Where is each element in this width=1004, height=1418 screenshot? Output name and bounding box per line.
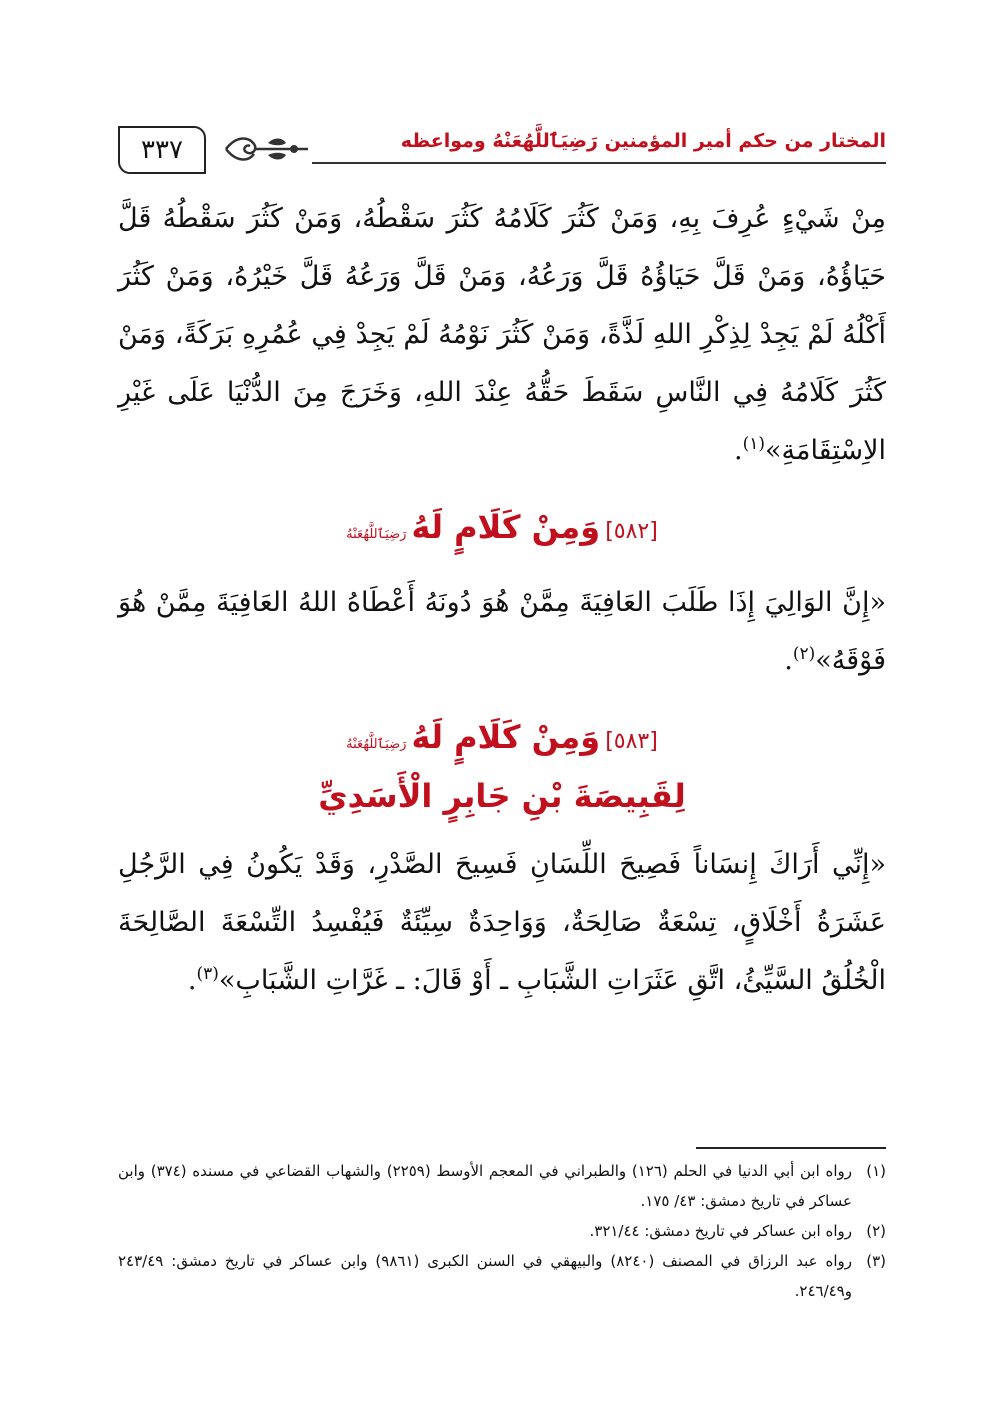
- quote-text: «إِنَّ الوَالِيَ إِذَا طَلَبَ العَافِيَةَ مِمَّنْ هُوَ دُونَهُ أَعْطَاهُ اللهُ العَافِيَةَ مِمَّنْ هُوَ فَوْقَهُ»: [118, 587, 886, 676]
- section-title: وَمِنْ كَلَامٍ لَهُ: [411, 508, 601, 546]
- footnote-text: رواه عبد الرزاق في المصنف (٨٢٤٠) والبيهقي في السنن الكبرى (٩٨٦١) وابن عساكر في تاريخ دمشق: ٢٤٣/٤٩ و٢٤٦/٤٩.: [118, 1252, 853, 1300]
- footnote-ref-3: (٣): [196, 964, 219, 984]
- section-heading-583: [118, 712, 886, 822]
- paragraph-text: مِنْ شَيْءٍ عُرِفَ بِهِ، وَمَنْ كَثُرَ كَلَامُهُ كَثُرَ سَقْطُهُ، وَمَنْ كَثُرَ سَقْطُهُ قَلَّ حَيَاؤُهُ، وَمَنْ قَلَّ حَيَاؤُهُ قَلَّ وَرَعُهُ، وَمَنْ قَلَّ وَرَعُهُ قَلَّ خَيْرُهُ، وَمَنْ كَثُرَ أَكْلُهُ لَمْ يَجِدْ لِذِكْرِ اللهِ لَذَّةً، وَمَنْ كَثُرَ نَوْمُهُ لَمْ يَجِدْ فِي عُمُرِهِ بَرَكَةً، وَمَنْ كَثُرَ كَلَامُهُ فِي النَّاسِ سَقَطَ حَقُّهُ عِنْدَ اللهِ، وَخَرَجَ مِنَ الدُّنْيَا عَلَى غَيْرِ الاِسْتِقَامَةِ»: [118, 203, 886, 466]
- footnote-text: رواه ابن عساكر في تاريخ دمشق: ٣٢١/٤٤.: [589, 1222, 852, 1240]
- footnote-item: [118, 1246, 886, 1306]
- footnote-rule: [696, 1147, 886, 1149]
- section-title: وَمِنْ كَلَامٍ لَهُ: [411, 718, 601, 756]
- footnote-number: (٢): [866, 1222, 886, 1240]
- section-number: [٥٨٢]: [605, 519, 658, 544]
- footnote-number: (١): [866, 1162, 886, 1180]
- section-number: [٥٨٣]: [605, 729, 658, 754]
- quote-end: .: [187, 965, 197, 996]
- page-header: [0, 116, 1004, 186]
- honorific: رَضِيَٱللَّهُعَنْهُ: [346, 527, 407, 542]
- paragraph-continuation: [118, 190, 886, 480]
- footnote-item: [118, 1216, 886, 1246]
- footnote-number: (٣): [866, 1252, 886, 1270]
- section-heading-582: [118, 502, 886, 560]
- footnote-text: رواه ابن أبي الدنيا في الحلم (١٢٦) والطبراني في المعجم الأوسط (٢٢٥٩) والشهاب القضاعي في مسنده (٣٧٤) وابن عساكر في تاريخ دمشق: ٤٣/ ١٧٥.: [118, 1162, 852, 1210]
- footnote-ref-2: (٢): [792, 644, 816, 664]
- running-title: المختار من حكم أمير المؤمنين رَضِيَٱللَّهُعَنْهُ ومواعظه: [400, 130, 886, 152]
- ornament-icon: [222, 132, 312, 166]
- paragraph-end: .: [733, 435, 743, 466]
- quote-text: «إِنِّي أَرَاكَ إِنسَاناً فَصِيحَ اللِّسَانِ فَسِيحَ الصَّدْرِ، وَقَدْ يَكُونُ فِي الرَّجُلِ عَشَرَةُ أَخْلَاقٍ، تِسْعَةٌ صَالِحَةٌ، وَوَاحِدَةٌ سِيِّئَةٌ فَيُفْسِدُ التِّسْعَةَ الصَّالِحَةَ الْخُلُقُ السَّيِّئُ، اتَّقِ عَثَرَاتِ الشَّبَابِ ـ أَوْ قَالَ: ـ غَرَّاتِ الشَّبَابِ»: [118, 849, 886, 996]
- header-rule: [312, 162, 886, 164]
- footnote-ref-1: (١): [742, 434, 765, 454]
- page-number: ٣٣٧: [118, 126, 206, 174]
- quote-583: [118, 836, 886, 1010]
- quote-end: .: [784, 645, 793, 676]
- footnotes: [118, 1156, 886, 1306]
- honorific: رَضِيَٱللَّهُعَنْهُ: [346, 737, 407, 752]
- footnote-item: [118, 1156, 886, 1216]
- section-subtitle: لِقَبِيصَةَ بْنِ جَابِرٍ الْأَسَدِيِّ: [318, 777, 686, 815]
- page-content: [118, 190, 886, 1010]
- quote-582: [118, 574, 886, 690]
